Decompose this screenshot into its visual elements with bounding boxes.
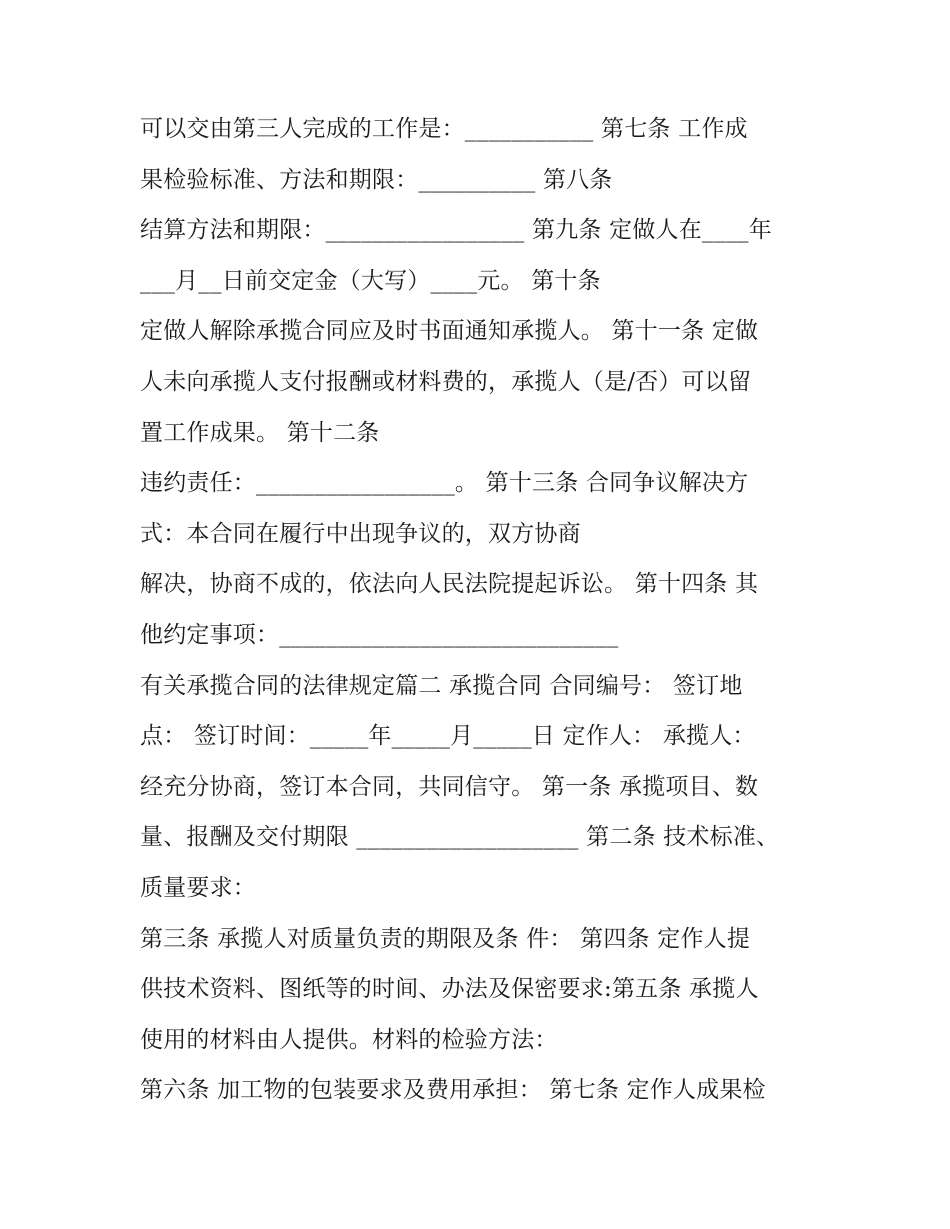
text-line-17: 第三条 承揽人对质量负责的期限及条 件： 第四条 定作人提: [140, 925, 751, 952]
text-line-14: 经充分协商，签订本合同，共同信守。 第一条 承揽项目、数: [140, 773, 759, 800]
text-line-18: 供技术资料、图纸等的时间、办法及保密要求:第五条 承揽人: [140, 976, 759, 1003]
text-line-16: 质量要求：: [140, 874, 256, 901]
text-line-20: 第六条 加工物的包装要求及费用承担： 第七条 定作人成果检: [140, 1077, 766, 1104]
text-line-11: 他约定事项：_____________________________: [140, 621, 619, 648]
text-line-10: 解决，协商不成的，依法向人民法院提起诉讼。 第十四条 其: [140, 571, 759, 598]
text-line-6: 人未向承揽人支付报酬或材料费的，承揽人（是/否）可以留: [140, 368, 752, 395]
text-line-9: 式：本合同在履行中出现争议的，双方协商: [140, 520, 581, 547]
text-line-19: 使用的材料由人提供。材料的检验方法：: [140, 1026, 558, 1053]
text-line-2: 果检验标准、方法和期限：__________ 第八条: [140, 166, 613, 193]
text-line-1: 可以交由第三人完成的工作是：___________ 第七条 工作成: [140, 116, 748, 142]
text-line-15: 量、报酬及交付期限 ___________________ 第二条 技术标准、: [140, 824, 780, 851]
text-line-7: 置工作成果。 第十二条: [140, 419, 380, 446]
text-line-13: 点： 签订时间：_____年_____月_____日 定作人： 承揽人：: [140, 723, 756, 750]
text-line-8: 违约责任：_________________。 第十三条 合同争议解决方: [140, 470, 749, 497]
text-line-12: 有关承揽合同的法律规定篇二 承揽合同 合同编号： 签订地: [140, 672, 743, 699]
text-line-3: 结算方法和期限：_________________ 第九条 定做人在____年: [140, 217, 772, 244]
text-line-5: 定做人解除承揽合同应及时书面通知承揽人。 第十一条 定做: [140, 318, 759, 345]
text-line-4: ___月__日前交定金（大写）____元。 第十条: [140, 267, 601, 294]
contract-text: [140, 104, 820, 1116]
